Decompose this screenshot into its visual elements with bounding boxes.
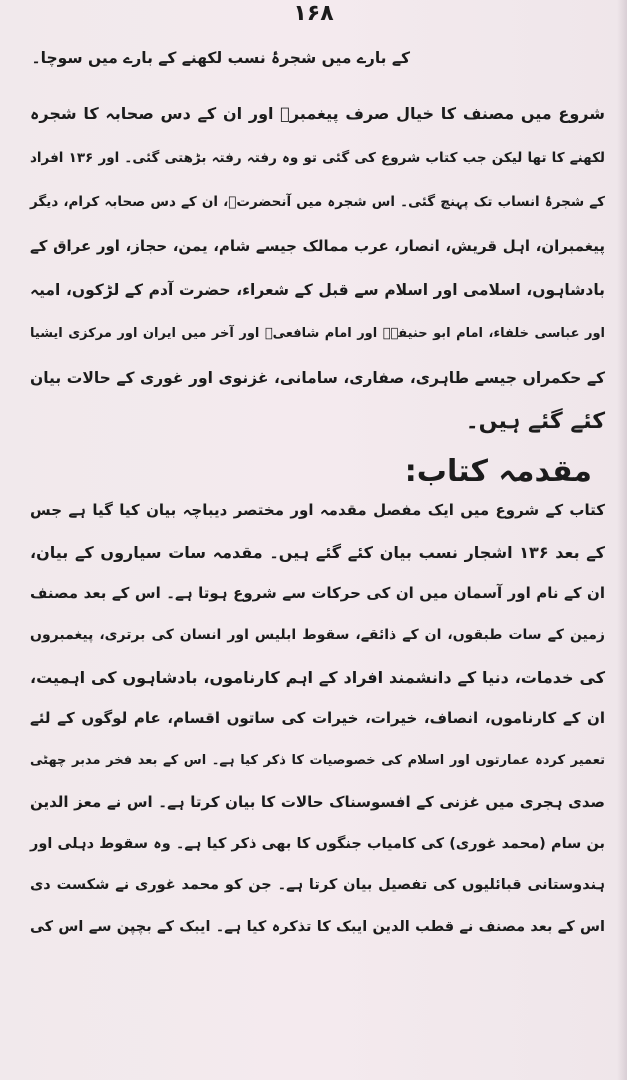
page-edge-shadow: [617, 0, 627, 1080]
text-line: ہندوستانی قبائلیوں کی تفصیل بیان کرتا ہے۔ جن کو محمد غوری نے شکست دی: [30, 877, 605, 894]
text-line: کی خدمات، دنیا کے دانشمند افراد کے اہم کارناموں، بادشاہوں کی اہمیت،: [30, 667, 605, 687]
paragraph-two: [30, 490, 605, 949]
page-number: ۱۶۸: [293, 1, 334, 26]
text-line: کے بارے میں شجرۂ نسب لکھنے کے بارے میں سوچا۔: [31, 49, 410, 67]
text-line: ان کے کارناموں، انصاف، خیرات، خیرات کی ساتوں اقسام، عام لوگوں کے لئے: [30, 709, 605, 728]
text-line: کے بعد ۱۳۶ اشجار نسب بیان کئے گئے ہیں۔ مقدمہ سات سیاروں کے بیان،: [30, 542, 605, 562]
text-line: تعمیر کردہ عمارتوں اور اسلام کی خصوصیات کا ذکر کیا ہے۔ اس کے بعد فخر مدبر چھٹی: [30, 753, 605, 769]
text-line: ان کے نام اور آسمان میں ان کی حرکات سے شروع ہوتا ہے۔ اس کے بعد مصنف: [30, 584, 605, 603]
text-line: بن سام (محمد غوری) کی کامیاب جنگوں کا بھی ذکر کیا ہے۔ وہ سقوط دہلی اور: [30, 835, 605, 852]
text-line: کے حکمراں جیسے طاہری، صفاری، سامانی، غزنوی اور غوری کے حالات بیان: [30, 369, 605, 387]
text-line: بادشاہوں، اسلامی اور اسلام سے قبل کے شعراء، حضرت آدم کے لڑکوں، امیہ: [30, 281, 605, 299]
text-line: اور عباسی خلفاء، امام ابو حنیفہؒ اور امام شافعیؒ اور آخر میں ایران اور مرکزی ایشیا: [30, 326, 605, 341]
text-line: کئے گئے ہیں۔: [465, 409, 605, 434]
intro-text: [30, 36, 605, 80]
section-heading: مقدمہ کتاب:: [404, 454, 592, 489]
text-line: کتاب کے شروع میں ایک مفصل مقدمہ اور مختصر دیباچہ بیان کیا گیا ہے جس: [30, 501, 605, 519]
text-line: کے شجرۂ انساب تک پہنچ گئی۔ اس شجرہ میں آنحضرتؐ، ان کے دس صحابہ کرام، دیگر: [30, 194, 605, 210]
paragraph-one: [30, 92, 605, 444]
text-line: پیغمبران، اہل قریش، انصار، عرب ممالک جیسے شام، یمن، حجاز، اور عراق کے: [30, 237, 605, 255]
text-line: صدی ہجری میں غزنی کے افسوسناک حالات کا بیان کرتا ہے۔ اس نے معز الدین: [30, 792, 605, 811]
text-line: لکھنے کا تھا لیکن جب کتاب شروع کی گئی تو وہ رفتہ رفتہ بڑھتی گئی۔ اور ۱۳۶ افراد: [30, 150, 605, 166]
text-line: زمین کے سات طبقوں، ان کے ذائقے، سقوط ابلیس اور انسان کی برتری، پیغمبروں: [30, 627, 605, 644]
text-line: اس کے بعد مصنف نے قطب الدین ایبک کا تذکرہ کیا ہے۔ ایبک کے بچپن سے اس کی: [30, 918, 605, 935]
text-line: شروع میں مصنف کا خیال صرف پیغمبرؐ اور ان کے دس صحابہ کا شجرہ: [30, 104, 605, 123]
